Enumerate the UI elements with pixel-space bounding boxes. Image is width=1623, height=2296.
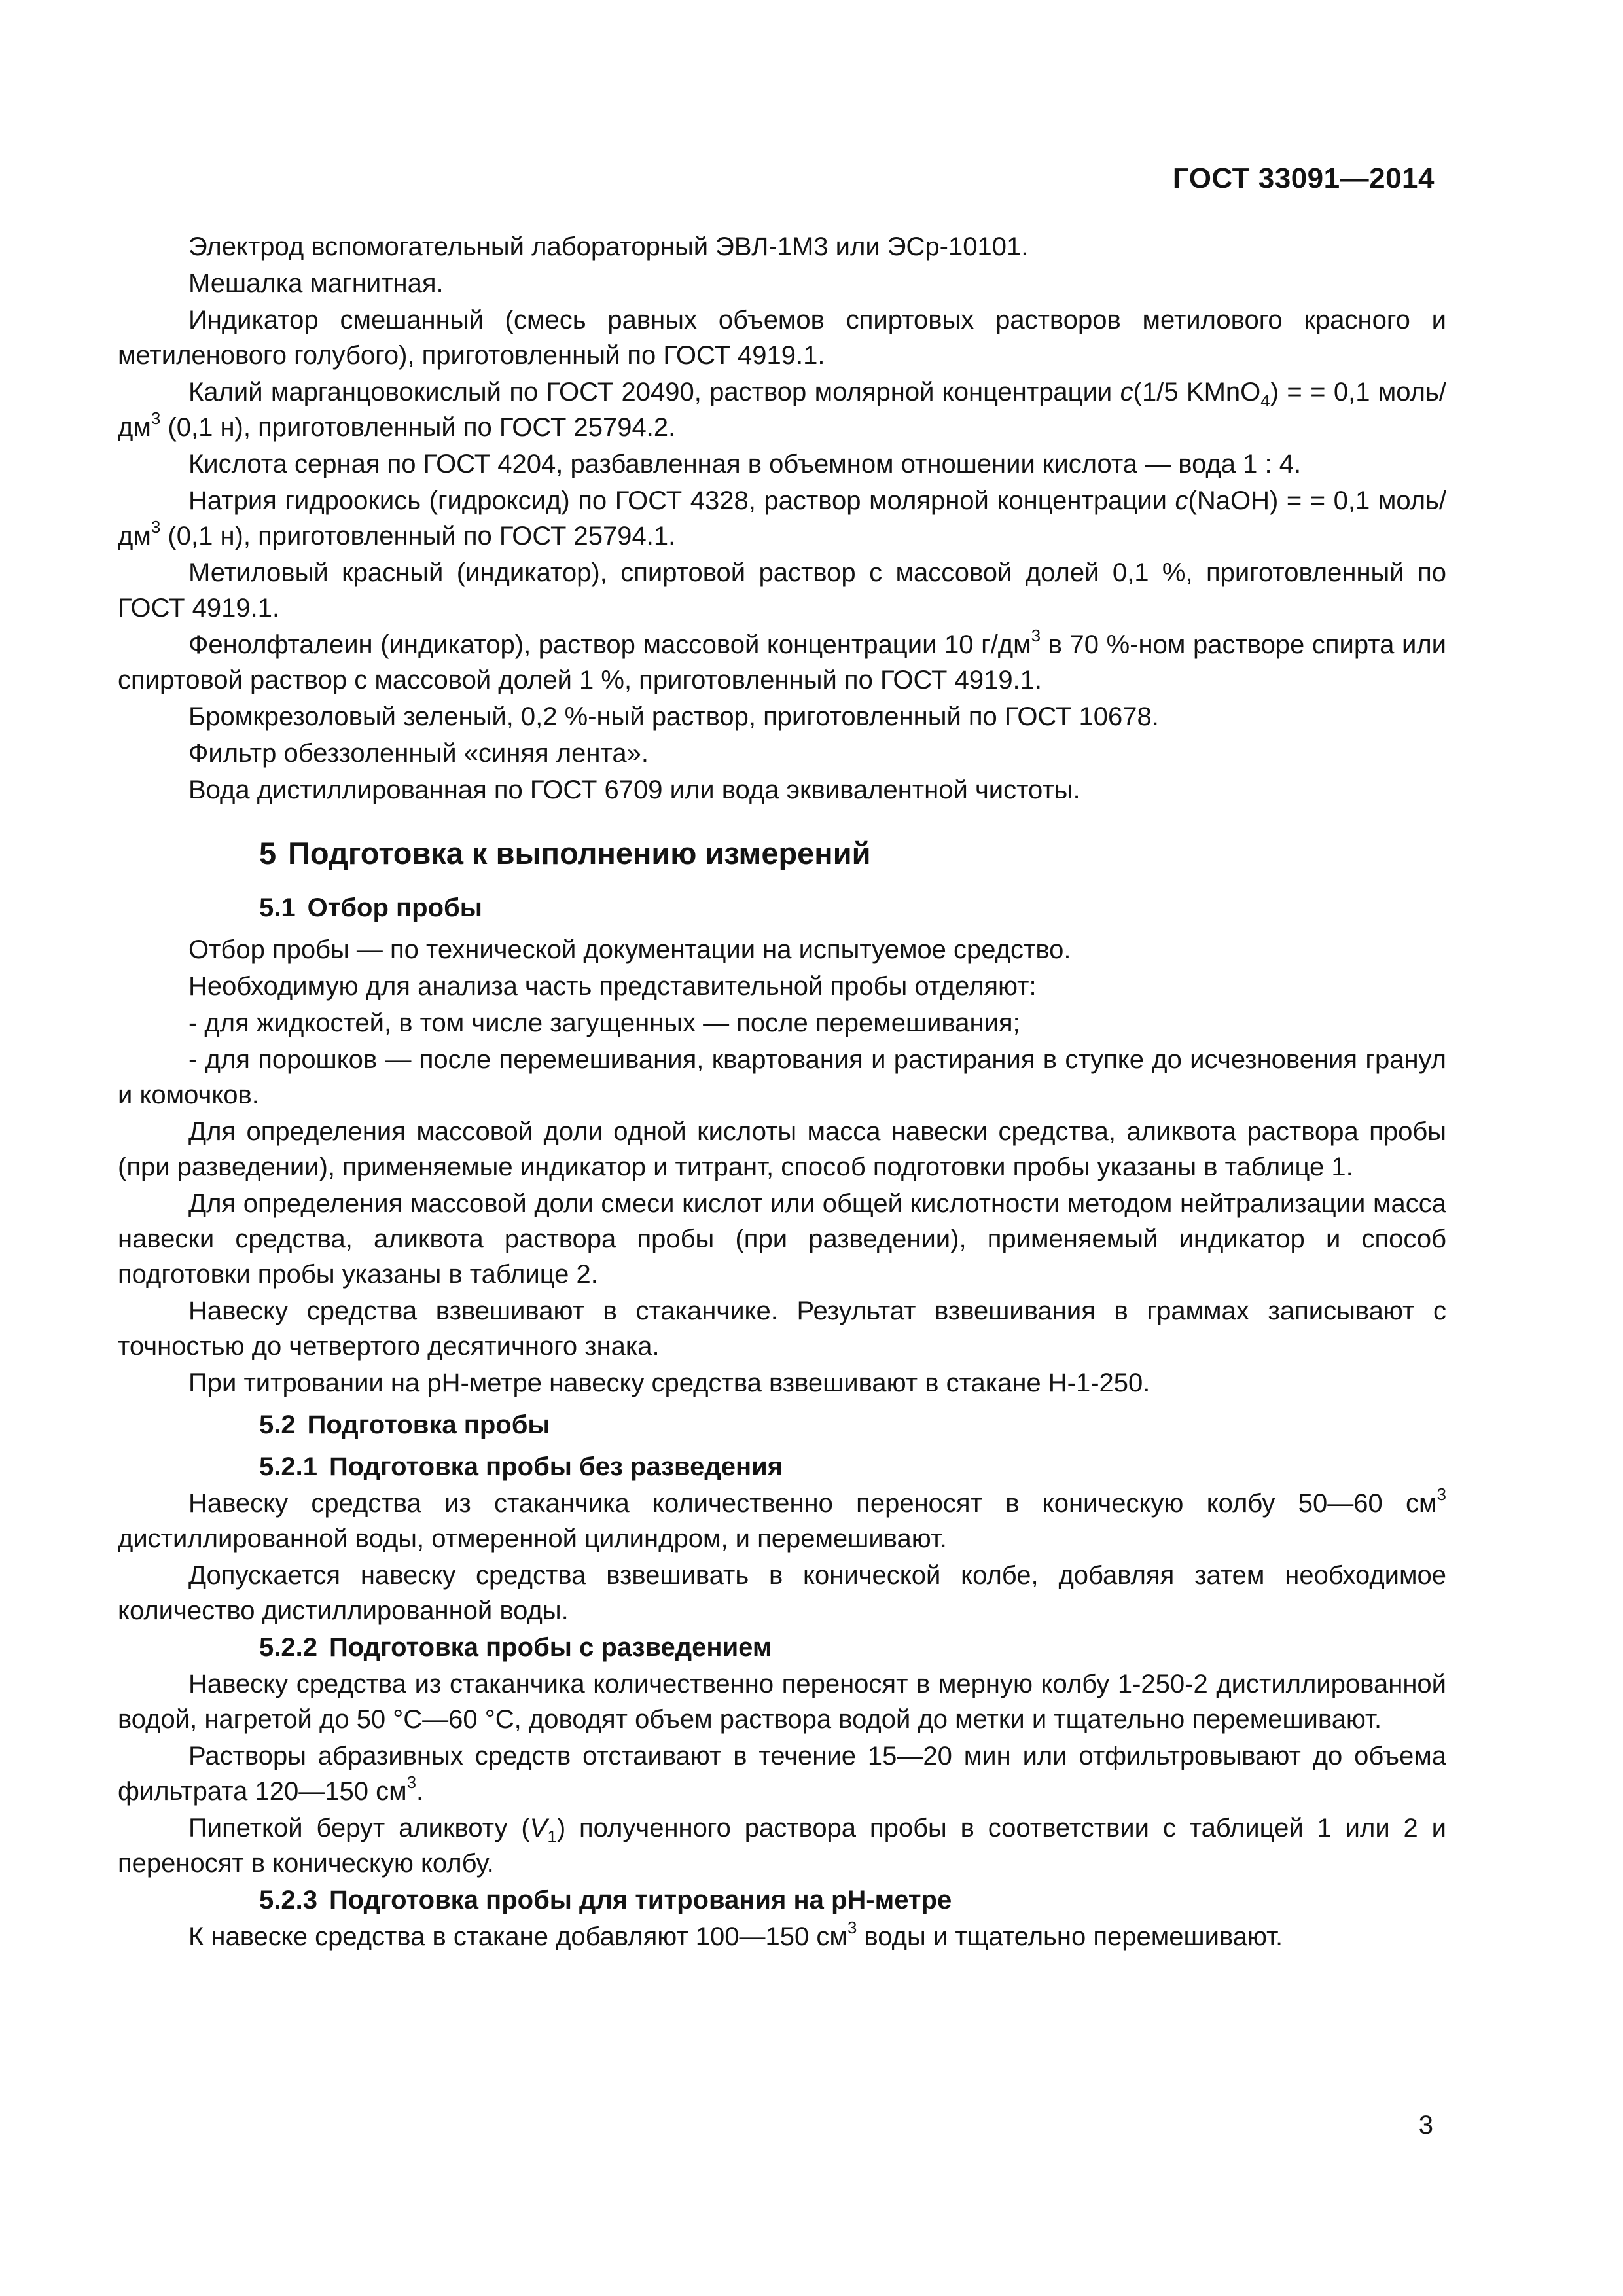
subsection-heading-5-2-2: 5.2.2 Подготовка пробы с разведением — [259, 1633, 772, 1662]
paragraph: Навеску средства взвешивают в стаканчике. Результат взвешивания в граммах записывают с точностью до четвертого десятичного знака. — [118, 1297, 1446, 1361]
paragraph-kmno4: Калий марганцовокислый по ГОСТ 20490, раствор молярной концентрации c(1/5 KMnO$_4$) = = 0,1 моль/$дм^3$ (0,1 н), приготовленный по ГОСТ 25794.2. — [118, 378, 1446, 442]
paragraph: Необходимую для анализа часть представительной пробы отделяют: — [188, 972, 1037, 1001]
subsection-heading-5-1: 5.1 Отбор пробы — [259, 893, 482, 922]
paragraph: Навеску средства из стаканчика количественно переносят в мерную колбу 1-250-2 дистиллированной водой, нагретой до 50 °С—60 °С, доводят объем раствора водой до метки и тщательно перемешивают. — [118, 1670, 1446, 1734]
paragraph: Бромкрезоловый зеленый, 0,2 %-ный раствор, приготовленный по ГОСТ 10678. — [188, 702, 1159, 731]
document-header: ГОСТ 33091—2014 — [1172, 162, 1435, 194]
paragraph: При титровании на рН-метре навеску средства взвешивают в стакане Н-1-250. — [188, 1369, 1150, 1397]
paragraph: Допускается навеску средства взвешивать в конической колбе, добавляя затем необходимое количество дистиллированной воды. — [118, 1561, 1446, 1625]
subsection-heading-5-2-1: 5.2.1 Подготовка пробы без разведения — [259, 1452, 783, 1481]
paragraph: - для порошков — после перемешивания, квартования и растирания в ступке до исчезновения гранул и комочков. — [118, 1045, 1446, 1109]
paragraph: Индикатор смешанный (смесь равных объемов спиртовых растворов метилового красного и метиленового голубого), приготовленный по ГОСТ 4919.1. — [118, 306, 1446, 370]
subsection-heading-5-2-3: 5.2.3 Подготовка пробы для титрования на рН-метре — [259, 1886, 952, 1914]
paragraph-naoh: Натрия гидроокись (гидроксид) по ГОСТ 4328, раствор молярной концентрации c(NaOH) = = 0,1 моль/$дм^3$ (0,1 н), приготовленный по ГОСТ 25794.1. — [118, 486, 1446, 550]
document-body — [118, 229, 1446, 1956]
paragraph: Вода дистиллированная по ГОСТ 6709 или вода эквивалентной чистоты. — [188, 776, 1080, 804]
paragraph: Навеску средства из стаканчика количественно переносят в коническую колбу 50—60 $см^3$ дистиллированной воды, отмеренной цилиндром, и перемешивают. — [118, 1484, 1446, 1553]
paragraph: Кислота серная по ГОСТ 4204, разбавленная в объемном отношении кислота — вода 1 : 4. — [188, 450, 1302, 478]
paragraph: Растворы абразивных средств отстаивают в течение 15—20 мин или отфильтровывают до объема фильтрата 120—150 $см^3$. — [118, 1742, 1446, 1806]
paragraph: Фильтр обеззоленный «синяя лента». — [188, 739, 649, 768]
page-number: 3 — [1418, 2111, 1433, 2140]
paragraph: Отбор пробы — по технической документации на испытуемое средство. — [188, 935, 1071, 964]
paragraph: Мешалка магнитная. — [188, 269, 444, 298]
paragraph: Метиловый красный (индикатор), спиртовой раствор с массовой долей 0,1 %, приготовленный по ГОСТ 4919.1. — [118, 558, 1446, 622]
paragraph-phenolphthalein: Фенолфталеин (индикатор), раствор массовой концентрации 10 $г/дм^3$ в 70 %-ном растворе спирта или спиртовой раствор с массовой долей 1 %, приготовленный по ГОСТ 4919.1. — [118, 625, 1447, 694]
section-heading-5: 5 Подготовка к выполнению измерений — [259, 836, 871, 870]
subsection-heading-5-2: 5.2 Подготовка пробы — [259, 1410, 550, 1439]
paragraph: - для жидкостей, в том числе загущенных — после перемешивания; — [188, 1009, 1020, 1037]
paragraph: Для определения массовой доли смеси кислот или общей кислотности методом нейтрализации масса навески средства, аликвота раствора пробы (при разведении), применяемый индикатор и способ подготовки пробы указаны в таблице 2. — [118, 1189, 1446, 1289]
paragraph: К навеске средства в стакане добавляют 100—150 $см^3$ воды и тщательно перемешивают. — [188, 1917, 1283, 1951]
paragraph: Электрод вспомогательный лабораторный ЭВЛ-1М3 или ЭСр-10101. — [188, 232, 1029, 261]
paragraph: Пипеткой берут аликвоту $(V_1)$ полученного раствора пробы в соответствии с таблицей 1 или 2 и переносят в коническую колбу. — [118, 1814, 1446, 1878]
paragraph: Для определения массовой доли одной кислоты масса навески средства, аликвота раствора пробы (при разведении), применяемые индикатор и титрант, способ подготовки пробы указаны в таблице 1. — [118, 1117, 1446, 1181]
